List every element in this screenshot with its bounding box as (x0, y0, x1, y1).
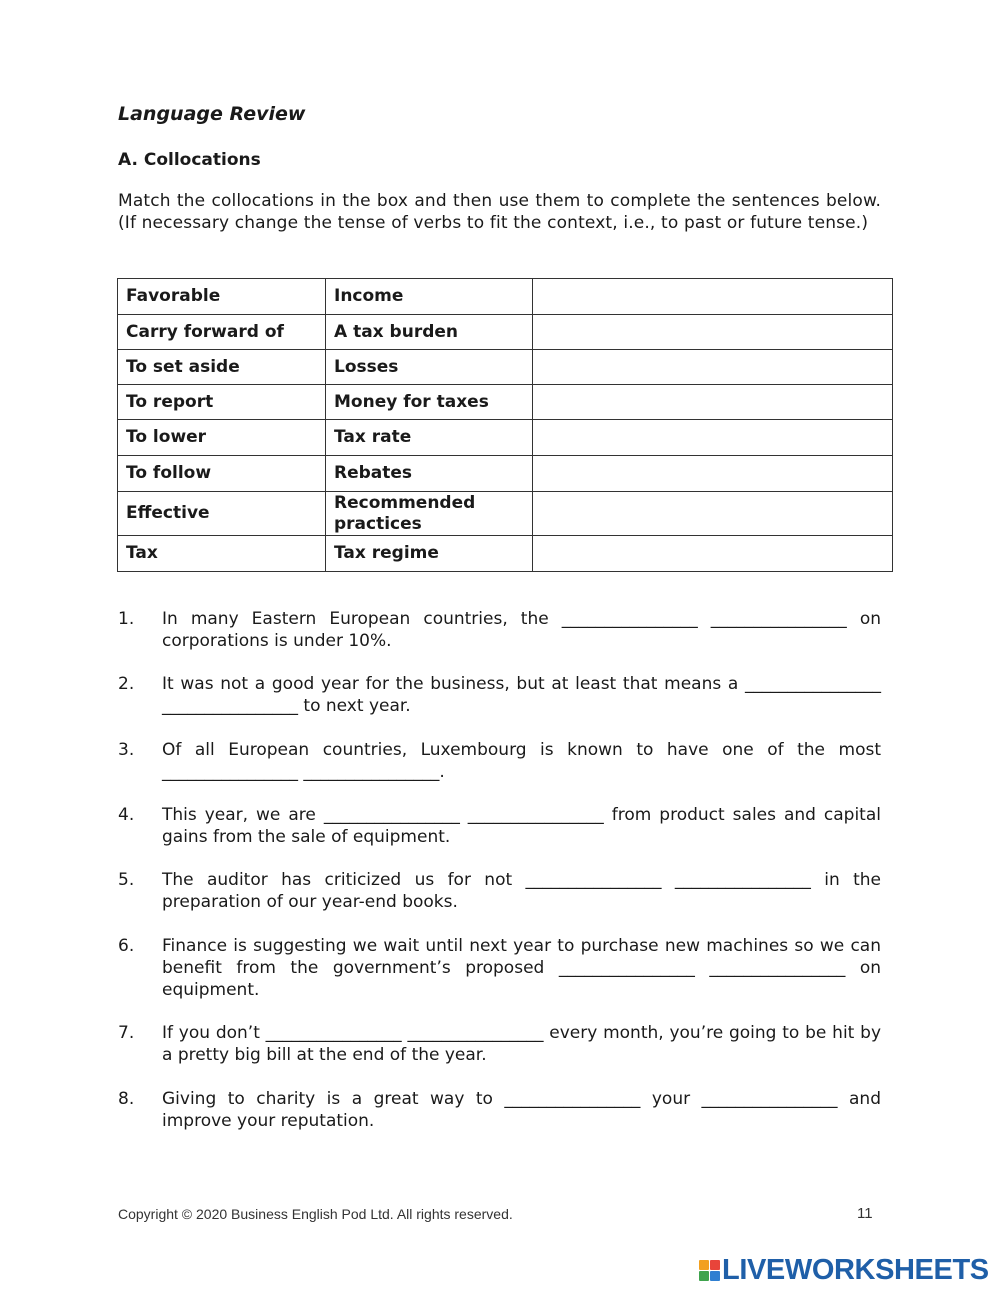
page-number: 11 (857, 1205, 873, 1222)
question-item (118, 804, 881, 848)
brand-text: LIVEWORKSHEETS (722, 1253, 989, 1286)
question-item (118, 869, 881, 913)
question-item (118, 1022, 881, 1066)
question-number: 6. (118, 936, 135, 956)
question-number: 3. (118, 740, 135, 760)
question-item (118, 739, 881, 783)
question-number: 2. (118, 674, 135, 694)
question-text[interactable]: If you don’t ________________ ________________ every month, you’re going to be hit by a pretty big bill at the end of the year. (162, 1023, 881, 1065)
liveworksheets-logo-icon (699, 1260, 720, 1281)
question-text[interactable]: Finance is suggesting we wait until next year to purchase new machines so we can benefit from the government’s proposed ________________ ________________ on equipment. (162, 936, 881, 1000)
question-item (118, 673, 881, 717)
table-row (118, 492, 893, 536)
question-number: 7. (118, 1023, 135, 1043)
question-number: 4. (118, 805, 135, 825)
table-row (118, 279, 893, 315)
table-cell-right: Losses (326, 350, 533, 385)
answer-cell[interactable] (533, 385, 893, 420)
question-text[interactable]: Giving to charity is a great way to ________________ your ________________ and improve your reputation. (162, 1089, 881, 1131)
table-cell-left: Effective (118, 492, 326, 536)
question-text[interactable]: In many Eastern European countries, the ________________ ________________ on corporations is under 10%. (162, 609, 881, 651)
table-cell-left: To set aside (118, 350, 326, 385)
table-cell-left: Carry forward of (118, 315, 326, 350)
instructions-text: Match the collocations in the box and then use them to complete the sentences below. (If necessary change the tense of verbs to fit the context, i.e., to past or future tense.) (118, 191, 881, 233)
page-title: Language Review (118, 103, 306, 125)
question-number: 5. (118, 870, 135, 890)
table-cell-right: Income (326, 279, 533, 315)
question-item (118, 935, 881, 1001)
question-item (118, 608, 881, 652)
answer-cell[interactable] (533, 315, 893, 350)
question-text[interactable]: The auditor has criticized us for not ________________ ________________ in the preparation of our year-end books. (162, 870, 881, 912)
table-cell-right: A tax burden (326, 315, 533, 350)
table-cell-left: To follow (118, 456, 326, 492)
table-cell-left: To lower (118, 420, 326, 456)
answer-cell[interactable] (533, 279, 893, 315)
table-cell-left: To report (118, 385, 326, 420)
liveworksheets-brand[interactable] (699, 1253, 989, 1286)
table-row (118, 456, 893, 492)
question-text[interactable]: This year, we are ________________ ________________ from product sales and capital gains from the sale of equipment. (162, 805, 881, 847)
answer-cell[interactable] (533, 456, 893, 492)
table-cell-right: Tax rate (326, 420, 533, 456)
question-text[interactable]: Of all European countries, Luxembourg is known to have one of the most ________________ ________________. (162, 740, 881, 782)
collocations-table (117, 278, 893, 572)
table-cell-right: Rebates (326, 456, 533, 492)
question-text[interactable]: It was not a good year for the business, but at least that means a ________________ ________________ to next year. (162, 674, 881, 716)
answer-cell[interactable] (533, 536, 893, 572)
table-row (118, 420, 893, 456)
table-cell-right: Money for taxes (326, 385, 533, 420)
footer-copyright: Copyright © 2020 Business English Pod Ltd. All rights reserved. (118, 1206, 513, 1222)
answer-cell[interactable] (533, 420, 893, 456)
answer-cell[interactable] (533, 350, 893, 385)
table-row (118, 385, 893, 420)
table-row (118, 350, 893, 385)
table-row (118, 315, 893, 350)
table-cell-left: Favorable (118, 279, 326, 315)
question-number: 8. (118, 1089, 135, 1109)
table-cell-right: Recommended practices (326, 492, 533, 536)
section-heading: A. Collocations (118, 150, 261, 170)
question-item (118, 1088, 881, 1132)
table-cell-right: Tax regime (326, 536, 533, 572)
table-cell-left: Tax (118, 536, 326, 572)
answer-cell[interactable] (533, 492, 893, 536)
question-number: 1. (118, 609, 135, 629)
table-row (118, 536, 893, 572)
